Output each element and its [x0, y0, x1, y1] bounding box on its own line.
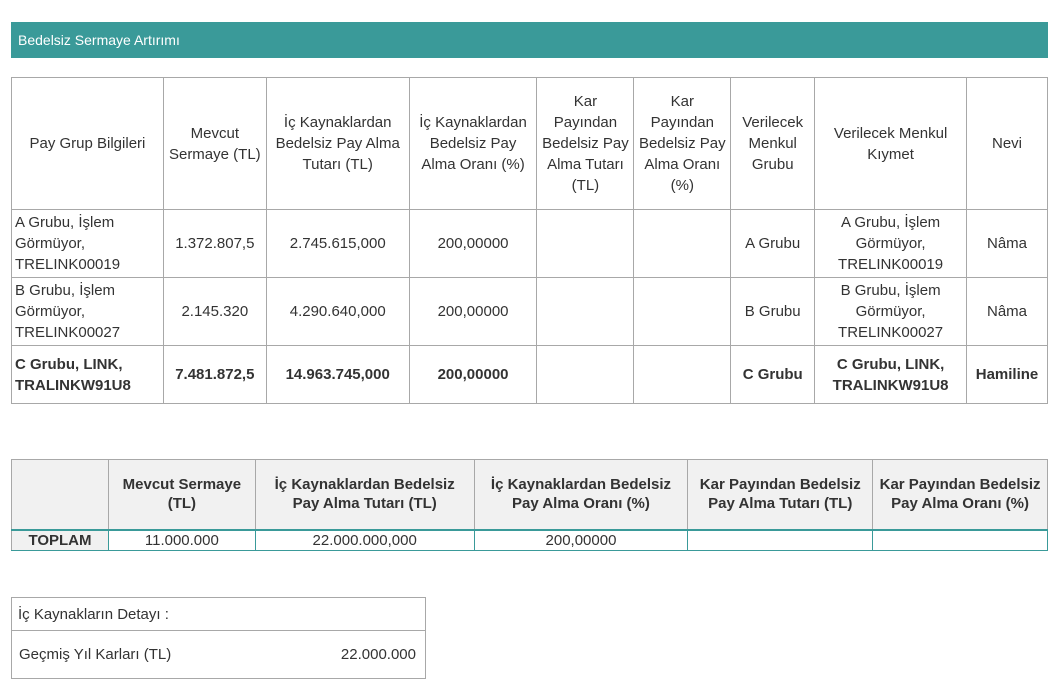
summary-header-internal-amount: İç Kaynaklardan Bedelsiz Pay Alma Tutarı (TL): [255, 460, 474, 530]
internal-sources-detail: [11, 597, 426, 679]
table-header-row: [12, 78, 1048, 210]
summary-total-label: TOPLAM: [12, 530, 109, 551]
summary-header-empty: [12, 460, 109, 530]
summary-header-dividend-amount: Kar Payından Bedelsiz Pay Alma Tutarı (TL): [688, 460, 873, 530]
cell-internal-amount: 14.963.745,000: [266, 346, 409, 404]
summary-dividend-rate: [873, 530, 1048, 551]
table-row: [12, 278, 1048, 346]
cell-dividend-amount: [537, 346, 634, 404]
col-header-dividend-amount: Kar Payından Bedelsiz Pay Alma Tutarı (TL): [537, 78, 634, 210]
cell-dividend-amount: [537, 210, 634, 278]
summary-internal-amount: 22.000.000,000: [255, 530, 474, 551]
col-header-internal-amount: İç Kaynaklardan Bedelsiz Pay Alma Tutarı (TL): [266, 78, 409, 210]
cell-internal-rate: 200,00000: [409, 278, 537, 346]
section-title: Bedelsiz Sermaye Artırımı: [18, 32, 180, 48]
cell-dividend-rate: [634, 278, 731, 346]
cell-dividend-amount: [537, 278, 634, 346]
cell-capital: 2.145.320: [163, 278, 266, 346]
col-header-internal-rate: İç Kaynaklardan Bedelsiz Pay Alma Oranı (%): [409, 78, 537, 210]
cell-pay-group: C Grubu, LINK, TRALINKW91U8: [12, 346, 164, 404]
cell-type: Nâma: [967, 278, 1048, 346]
cell-pay-group: A Grubu, İşlem Görmüyor, TRELINK00019: [12, 210, 164, 278]
cell-security-group: B Grubu: [731, 278, 815, 346]
cell-pay-group: B Grubu, İşlem Görmüyor, TRELINK00027: [12, 278, 164, 346]
col-header-security-group: Verilecek Menkul Grubu: [731, 78, 815, 210]
cell-capital: 1.372.807,5: [163, 210, 266, 278]
cell-internal-amount: 4.290.640,000: [266, 278, 409, 346]
table-row: [12, 210, 1048, 278]
summary-header-capital: Mevcut Sermaye (TL): [108, 460, 255, 530]
col-header-capital: Mevcut Sermaye (TL): [163, 78, 266, 210]
detail-row: [12, 631, 425, 678]
col-header-type: Nevi: [967, 78, 1048, 210]
cell-security: C Grubu, LINK, TRALINKW91U8: [815, 346, 967, 404]
cell-type: Nâma: [967, 210, 1048, 278]
cell-capital: 7.481.872,5: [163, 346, 266, 404]
cell-type: Hamiline: [967, 346, 1048, 404]
pay-group-table: [11, 77, 1048, 404]
summary-header-dividend-rate: Kar Payından Bedelsiz Pay Alma Oranı (%): [873, 460, 1048, 530]
cell-internal-rate: 200,00000: [409, 210, 537, 278]
section-header: [11, 22, 1048, 58]
summary-dividend-amount: [688, 530, 873, 551]
summary-internal-rate: 200,00000: [474, 530, 688, 551]
cell-internal-rate: 200,00000: [409, 346, 537, 404]
detail-title: İç Kaynakların Detayı :: [12, 598, 425, 631]
cell-security: B Grubu, İşlem Görmüyor, TRELINK00027: [815, 278, 967, 346]
table-row: [12, 346, 1048, 404]
summary-table: [11, 459, 1048, 551]
col-header-pay-group: Pay Grup Bilgileri: [12, 78, 164, 210]
detail-value: 22.000.000: [340, 646, 416, 663]
cell-dividend-rate: [634, 210, 731, 278]
summary-total-row: [12, 530, 1048, 551]
col-header-dividend-rate: Kar Payından Bedelsiz Pay Alma Oranı (%): [634, 78, 731, 210]
cell-security-group: A Grubu: [731, 210, 815, 278]
summary-capital: 11.000.000: [108, 530, 255, 551]
summary-header-row: [12, 460, 1048, 530]
col-header-security: Verilecek Menkul Kıymet: [815, 78, 967, 210]
cell-security-group: C Grubu: [731, 346, 815, 404]
detail-label: Geçmiş Yıl Karları (TL): [19, 646, 172, 663]
cell-internal-amount: 2.745.615,000: [266, 210, 409, 278]
cell-dividend-rate: [634, 346, 731, 404]
cell-security: A Grubu, İşlem Görmüyor, TRELINK00019: [815, 210, 967, 278]
summary-header-internal-rate: İç Kaynaklardan Bedelsiz Pay Alma Oranı (%): [474, 460, 688, 530]
